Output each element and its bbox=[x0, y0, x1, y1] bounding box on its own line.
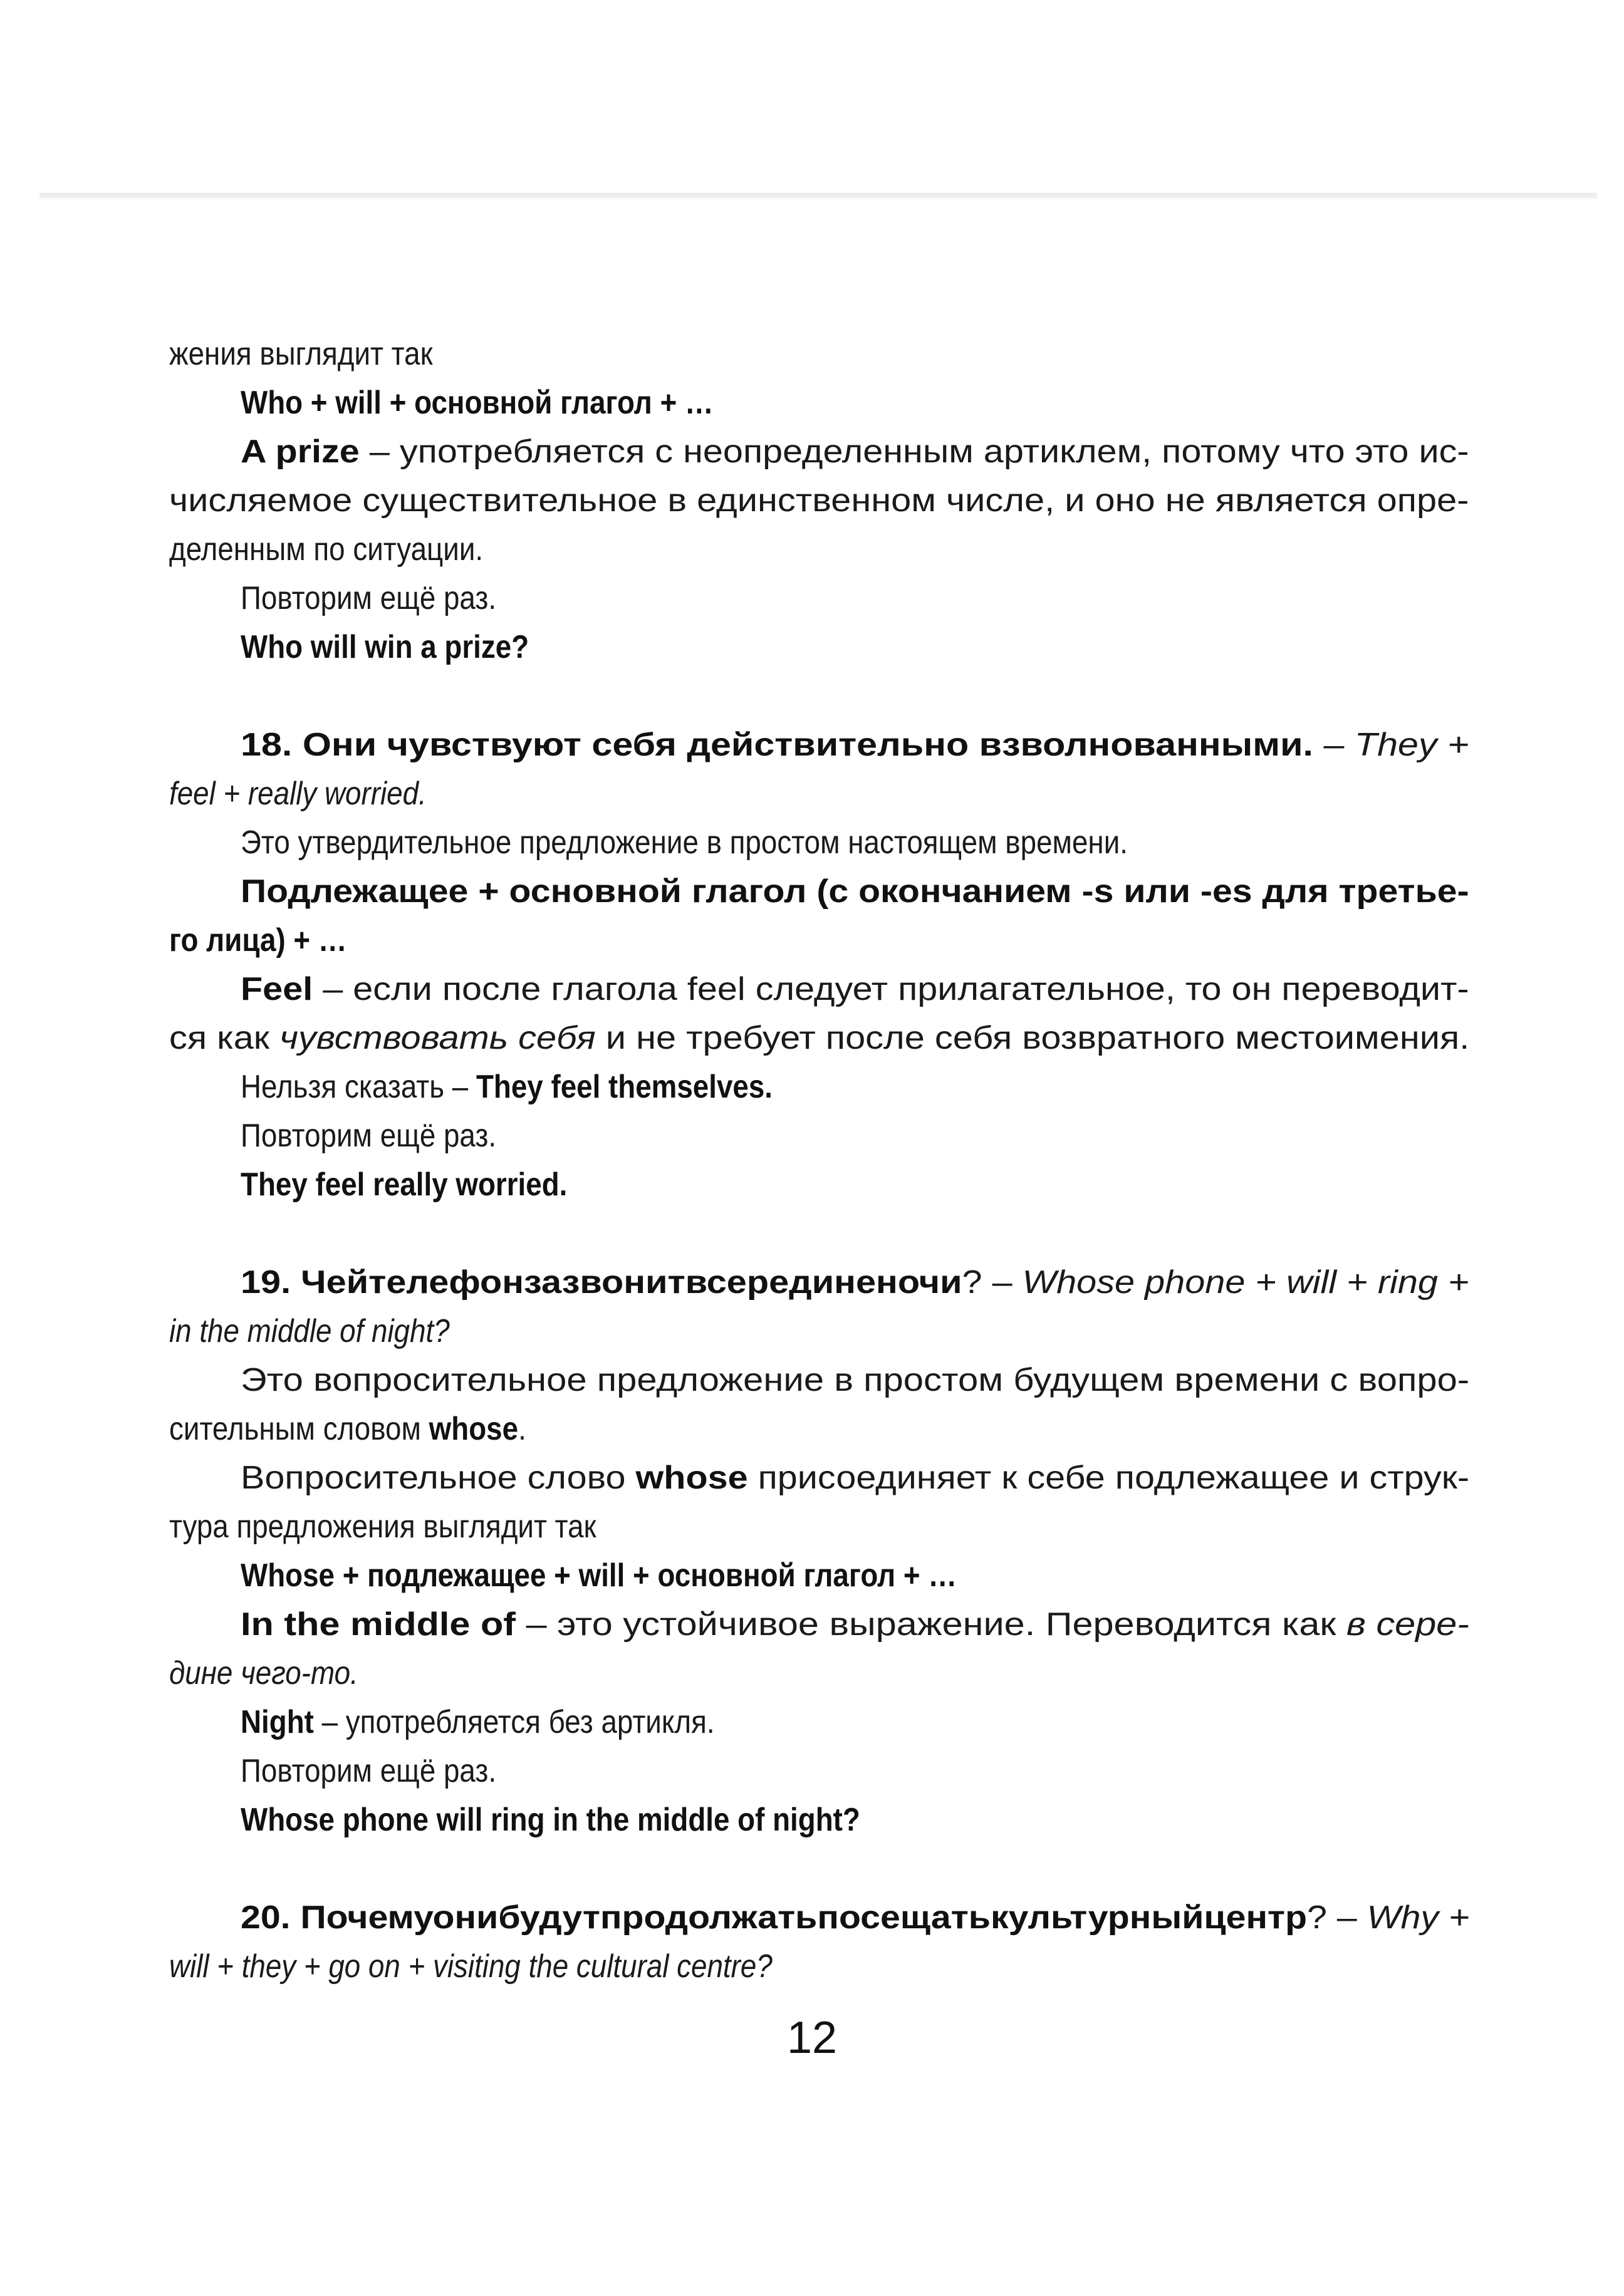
body-text: тура предложения выглядит так bbox=[169, 1509, 596, 1545]
body-text: Это вопросительное предложение в простом будущем времени с вопро- bbox=[241, 1362, 1470, 1398]
text-line-content bbox=[241, 1600, 1469, 1649]
text-line-content bbox=[241, 1747, 496, 1795]
text-line bbox=[169, 1307, 488, 1356]
text-line bbox=[241, 1551, 1054, 1600]
body-text: Это утвердительное предложение в простом настоящем времени. bbox=[241, 824, 1128, 861]
text-line bbox=[241, 1893, 1469, 1942]
italic-text: in the middle of night? bbox=[169, 1313, 450, 1349]
body-text: ? – bbox=[1307, 1899, 1367, 1936]
text-line bbox=[169, 525, 526, 574]
body-text: Нельзя сказать – bbox=[241, 1069, 476, 1105]
text-line-content bbox=[169, 1502, 596, 1551]
bold-text: Feel bbox=[241, 971, 313, 1007]
bold-text: Who will win a prize? bbox=[241, 629, 529, 665]
text-line-content bbox=[241, 1160, 567, 1209]
bold-text: 20. Почемуонибудутпродолжатьпосещатькультурныйцентр bbox=[241, 1899, 1308, 1936]
page-number: 12 bbox=[786, 2013, 838, 2063]
text-line-content bbox=[241, 720, 1469, 769]
body-text: присоединяет к себе подлежащее и струк- bbox=[747, 1460, 1470, 1496]
text-line-content bbox=[241, 1356, 1469, 1405]
body-text: Повторим ещё раз. bbox=[241, 580, 497, 616]
bold-text: Подлежащее + основной глагол (с окончанием -s или -es для третье- bbox=[241, 873, 1469, 910]
body-text: – употребляется без артикля. bbox=[313, 1704, 715, 1740]
bold-text: 18. Они чувствуют себя действительно взволнованными. bbox=[241, 727, 1313, 763]
italic-text: Why + bbox=[1366, 1899, 1470, 1936]
body-text: и не требует после себя возвратного местоимения. bbox=[595, 1020, 1470, 1056]
body-text: Вопросительное слово bbox=[241, 1460, 636, 1496]
text-line bbox=[241, 574, 531, 623]
bold-text: 19. Чейтелефонзазвонитвсерединеночи bbox=[241, 1264, 962, 1301]
bold-text: They feel themselves. bbox=[476, 1069, 773, 1105]
italic-text: Whose phone + will + ring + bbox=[1022, 1264, 1469, 1301]
text-line-content bbox=[241, 1258, 1469, 1307]
text-line bbox=[241, 427, 1469, 476]
text-line-content bbox=[241, 965, 1469, 1014]
text-line bbox=[241, 965, 1469, 1014]
italic-text: чувствовать себя bbox=[279, 1020, 596, 1056]
text-line-content bbox=[169, 1649, 358, 1698]
text-line bbox=[241, 818, 1249, 867]
text-line-content bbox=[241, 818, 1128, 867]
text-line-content bbox=[241, 1893, 1469, 1942]
text-line bbox=[169, 916, 371, 965]
bold-text: In the middle of bbox=[241, 1606, 516, 1643]
header-divider bbox=[39, 193, 1597, 199]
body-text: сительным словом bbox=[169, 1411, 429, 1447]
body-text: – употребляется с неопределенным артиклем, потому что это ис- bbox=[359, 434, 1469, 470]
text-line bbox=[169, 1014, 1469, 1062]
text-line bbox=[169, 330, 469, 378]
body-text: Повторим ещё раз. bbox=[241, 1118, 497, 1154]
italic-text: They + bbox=[1354, 727, 1469, 763]
italic-text: дине чего-то. bbox=[169, 1655, 358, 1691]
text-line bbox=[241, 1698, 779, 1747]
body-text: Повторим ещё раз. bbox=[241, 1753, 497, 1789]
body-text: жения выглядит так bbox=[169, 336, 433, 372]
text-line-content bbox=[241, 1453, 1469, 1502]
text-line-content bbox=[241, 427, 1469, 476]
text-line-content bbox=[169, 330, 433, 378]
italic-text: в сере- bbox=[1346, 1606, 1470, 1643]
bold-text: го лица) + … bbox=[169, 922, 347, 958]
text-line-content bbox=[241, 1698, 715, 1747]
text-line bbox=[241, 1600, 1469, 1649]
text-line bbox=[241, 1111, 531, 1160]
text-line-content bbox=[241, 1062, 773, 1111]
body-text: ? – bbox=[962, 1264, 1023, 1301]
bold-text: Whose phone will ring in the middle of night? bbox=[241, 1802, 860, 1838]
body-text: ся как bbox=[169, 1020, 280, 1056]
bold-text: They feel really worried. bbox=[241, 1166, 568, 1203]
text-line bbox=[241, 720, 1469, 769]
body-text: деленным по ситуации. bbox=[169, 531, 484, 568]
text-line bbox=[241, 378, 778, 427]
text-line bbox=[169, 1942, 855, 1991]
text-line-content bbox=[241, 1795, 860, 1844]
bold-text: Night bbox=[241, 1704, 314, 1740]
text-line bbox=[241, 867, 1469, 916]
text-line-content bbox=[169, 916, 347, 965]
text-line-content bbox=[241, 623, 529, 672]
text-line-content bbox=[169, 1942, 773, 1991]
bold-text: whose bbox=[429, 1411, 519, 1447]
bold-text: whose bbox=[635, 1460, 748, 1496]
text-line bbox=[241, 1356, 1469, 1405]
bold-text: Whose + подлежащее + will + основной глагол + … bbox=[241, 1557, 957, 1594]
text-line bbox=[169, 769, 462, 818]
text-line bbox=[241, 1258, 1469, 1307]
text-line-content bbox=[169, 769, 427, 818]
text-line-content bbox=[241, 378, 714, 427]
text-line bbox=[169, 1502, 655, 1551]
text-line-content bbox=[169, 476, 1469, 525]
text-line-content bbox=[241, 1551, 957, 1600]
bold-text: A prize bbox=[241, 434, 360, 470]
body-text: – если после глагола feel следует прилагательное, то он переводит- bbox=[313, 971, 1469, 1007]
text-line bbox=[169, 1649, 384, 1698]
text-line bbox=[241, 1160, 612, 1209]
text-line-content bbox=[169, 1014, 1469, 1062]
text-line bbox=[241, 1795, 945, 1844]
text-line bbox=[241, 1453, 1469, 1502]
text-line-content bbox=[241, 1111, 496, 1160]
text-line-content bbox=[241, 574, 496, 623]
text-line-content bbox=[169, 1307, 450, 1356]
text-line bbox=[241, 623, 568, 672]
italic-text: feel + really worried. bbox=[169, 776, 427, 812]
text-line bbox=[169, 476, 1469, 525]
italic-text: will + they + go on + visiting the cultural centre? bbox=[169, 1948, 773, 1985]
body-text: числяемое существительное в единственном числе, и оно не является опре- bbox=[169, 482, 1469, 519]
text-line-content bbox=[241, 867, 1469, 916]
text-line bbox=[241, 1747, 531, 1795]
text-line bbox=[241, 1062, 845, 1111]
body-text: . bbox=[518, 1411, 526, 1447]
text-line-content bbox=[169, 525, 483, 574]
body-text: – bbox=[1313, 727, 1355, 763]
text-line bbox=[169, 1405, 575, 1453]
bold-text: Who + will + основной глагол + … bbox=[241, 385, 714, 421]
body-text: – это устойчивое выражение. Переводится как bbox=[516, 1606, 1346, 1643]
text-line-content bbox=[169, 1405, 526, 1453]
